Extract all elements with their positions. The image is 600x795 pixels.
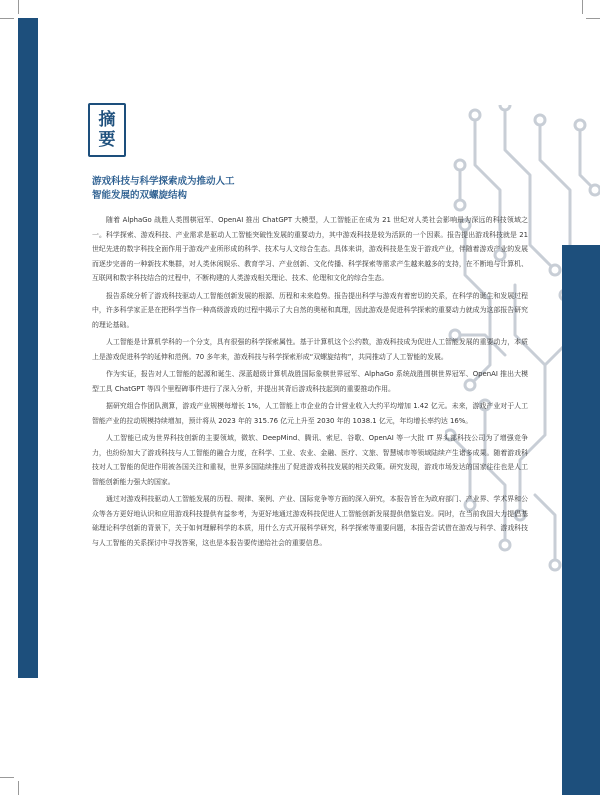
right-accent-bar bbox=[562, 245, 600, 795]
heading-char-1: 摘 bbox=[98, 110, 116, 130]
heading-char-2: 要 bbox=[98, 130, 116, 150]
paragraph-6: 人工智能已成为世界科技创新的主要领域，微软、DeepMind、腾讯、索尼、谷歌、OpenAI 等一大批 IT 界头部科技公司为了增强竞争力，也纷纷加大了游戏科技与人工智能的融合力度，在科学、工业、农业、金融、医疗、文旅、智慧城市等领域陆续产生诸多成果。随着游戏科技对人工智能的促进作用被各国关注和重视，世界多国陆续推出了促进游戏科技发展的相关政策。研究发现，游戏市场发达的国家往往也是人工智能创新能力强大的国家。 bbox=[92, 434, 528, 486]
paragraph-3: 人工智能是计算机学科的一个分支，具有很强的科学探索属性。基于计算机这个公约数，游戏科技成为促进人工智能发展的重要动力，本质上是游戏促进科学的延伸和范例。70 多年来，游戏科技与科学探索形成“双螺旋结构”，共同推动了人工智能的发展。 bbox=[92, 338, 528, 361]
subtitle-line-1: 游戏科技与科学探索成为推动人工 bbox=[92, 176, 235, 187]
paragraph-2: 报告系统分析了游戏科技驱动人工智能创新发展的根源、历程和未来趋势。报告提出科学与游戏有着密切的关系，在科学的诞生和发展过程中，许多科学家正是在把科学当作一种高级游戏的过程中揭示了大自然的奥秘和真理，因此游戏是促进科学探索的重要动力就成为这部报告研究的理论基础。 bbox=[92, 291, 528, 329]
abstract-body bbox=[92, 213, 528, 553]
crop-mark-bl-h bbox=[0, 777, 14, 778]
paragraph-4: 作为实证，报告对人工智能的起源和诞生、深蓝超级计算机战胜国际象棋世界冠军、AlphaGo 系统战胜围棋世界冠军、OpenAI 推出大模型工具 ChatGPT 等四个里程碑事件进行了深入分析，并提出其背后游戏科技起到的重要推动作用。 bbox=[92, 370, 528, 393]
crop-mark-tr-v bbox=[582, 0, 583, 14]
paragraph-5: 据研究组合作团队测算，游戏产业规模每增长 1%，人工智能上市企业的合计营业收入大约平均增加 1.42 亿元。未来，游戏产业对于人工智能产业的拉动规模持续增加，预计将从 2023 年的 315.76 亿元上升至 2030 年的 1038.1 亿元，年均增长率约达 16%。 bbox=[92, 402, 528, 425]
crop-mark-tr-h bbox=[586, 18, 600, 19]
subtitle-line-2: 智能发展的双螺旋结构 bbox=[92, 190, 188, 201]
paragraph-1: 随着 AlphaGo 战胜人类围棋冠军、OpenAI 推出 ChatGPT 大模型，人工智能正在成为 21 世纪对人类社会影响最为深远的科技领域之一。科学探索、游戏科技、产业需求是驱动人工智能突破性发展的重要动力，其中游戏科技是较为活跃的一个因素。报告提出游戏科技就是 21 世纪先进的数字科技全面作用于游戏产业所形成的科学、技术与人文综合生态。具体来讲，游戏科技是生发于游戏产业，伴随着游戏产业的发展而逐步完善的一种新技术集群，对人类休闲娱乐、教育学习、产业创新、文化传播、科学探索等需求产生越来越多的支持，在不断地与计算机、互联网和数字科技结合的过程中，不断构建的人类游戏相关理论、技术、伦理和文化的综合生态。 bbox=[92, 216, 528, 282]
section-subtitle bbox=[92, 175, 292, 203]
section-heading bbox=[88, 103, 126, 157]
paragraph-7: 通过对游戏科技驱动人工智能发展的历程、规律、案例、产业、国际竞争等方面的深入研究，本报告旨在为政府部门、产业界、学术界和公众等各方更好地认识和应用游戏科技提供有益参考，为更好地通过游戏科技促进人工智能创新发展提供借鉴启发。同时，在当前我国大力提倡基础理论科学创新的背景下，关于如何理解科学的本质，用什么方式开展科学研究，科学探索等重要问题，本报告尝试借在游戏与科学、游戏科技与人工智能的关系探讨中寻找答案，这也是本报告要传递给社会的重要信息。 bbox=[92, 495, 528, 547]
crop-mark-tl-h bbox=[0, 18, 14, 19]
left-accent-bar bbox=[18, 18, 38, 678]
crop-mark-tl-v bbox=[18, 0, 19, 14]
crop-mark-bl-v bbox=[18, 781, 19, 795]
